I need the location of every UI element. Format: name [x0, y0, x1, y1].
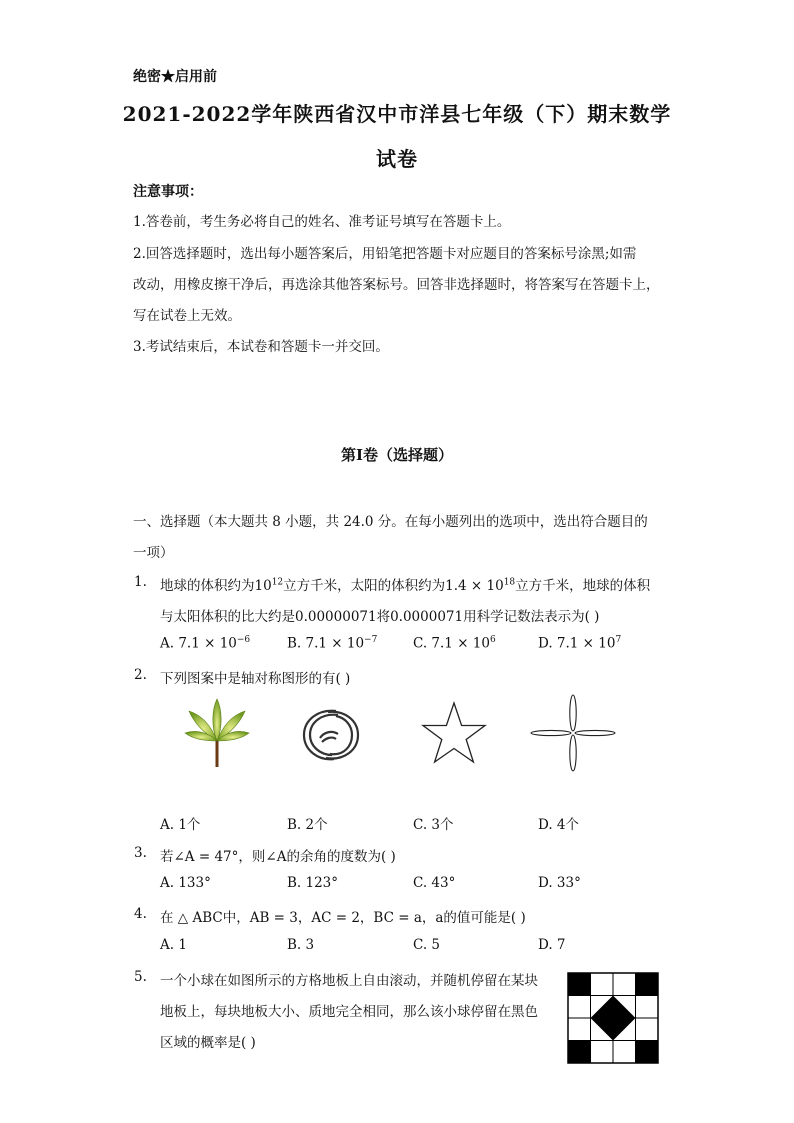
part1-heading-line1: 一、选择题（本大题共 8 小题，共 24.0 分。在每小题列出的选项中，选出符合题目的: [133, 514, 648, 530]
q2-option-b[interactable]: B. 2个: [287, 817, 328, 833]
swirl-figure: [300, 706, 362, 764]
propeller-figure: [530, 694, 616, 772]
q2-number: 2.: [134, 667, 147, 683]
q1-option-d[interactable]: D. $7.1 \times 10^7$: [538, 635, 622, 652]
section-title: 第I卷（选择题）: [340, 446, 454, 464]
confidential-label: 绝密★启用前: [133, 69, 217, 85]
exam-title-line1: 2021-2022学年陕西省汉中市洋县七年级（下）期末数学: [122, 102, 672, 126]
q2-option-d[interactable]: D. 4个: [538, 817, 580, 833]
q3-text: 若∠A = 47°，则∠A的余角的度数为( ): [160, 849, 396, 865]
q2-text: 下列图案中是轴对称图形的有( ): [160, 671, 351, 687]
q3-option-a[interactable]: A. 133°: [160, 875, 211, 891]
part1-heading-line2: 一项）: [133, 545, 174, 561]
q4-option-a[interactable]: A. 1: [160, 937, 187, 953]
q5-line3: 区域的概率是( ): [160, 1035, 256, 1051]
q4-option-b[interactable]: B. 3: [287, 937, 315, 953]
leaf-figure: [183, 697, 251, 769]
notice-item-1: 1.答卷前，考生务必将自己的姓名、准考证号填写在答题卡上。: [133, 214, 511, 230]
q3-option-c[interactable]: C. 43°: [413, 875, 456, 891]
notice-item-2c: 写在试卷上无效。: [133, 308, 241, 324]
exam-title-line2: 试卷: [376, 147, 418, 171]
notice-item-2a: 2.回答选择题时，选出每小题答案后，用铅笔把答题卡对应题目的答案标号涂黑;如需: [133, 246, 637, 262]
q1-option-b[interactable]: B. $7.1 \times 10^{-7}$: [287, 635, 378, 652]
notice-item-3: 3.考试结束后，本试卷和答题卡一并交回。: [133, 339, 389, 355]
q1-line2: 与太阳体积的比大约是0.00000071将0.0000071用科学记数法表示为( ): [160, 609, 600, 625]
q3-option-b[interactable]: B. 123°: [287, 875, 339, 891]
notice-item-2b: 改动，用橡皮擦干净后，再选涂其他答案标号。回答非选择题时，将答案写在答题卡上，: [133, 277, 660, 293]
q2-option-a[interactable]: A. 1个: [160, 817, 201, 833]
q2-option-c[interactable]: C. 3个: [413, 817, 454, 833]
q4-number: 4.: [134, 906, 147, 922]
q5-line1: 一个小球在如图所示的方格地板上自由滚动，并随机停留在某块: [160, 973, 538, 989]
q1-option-c[interactable]: C. $7.1 \times 10^6$: [413, 635, 496, 652]
q1-option-a[interactable]: A. $7.1 \times 10^{-6}$: [160, 635, 251, 652]
tile-grid-figure: [567, 972, 659, 1064]
q5-number: 5.: [134, 969, 147, 985]
notice-heading: 注意事项：: [133, 184, 203, 200]
q3-number: 3.: [134, 845, 147, 861]
q3-option-d[interactable]: D. 33°: [538, 875, 581, 891]
q4-option-d[interactable]: D. 7: [538, 937, 566, 953]
q1-line1: 地球的体积约为$10^{12}$立方千米，太阳的体积约为$1.4 \times 10^{18}$立方千米，地球的体积: [160, 577, 651, 594]
q5-line2: 地板上，每块地板大小、质地完全相同，那么该小球停留在黑色: [160, 1004, 538, 1020]
q4-option-c[interactable]: C. 5: [413, 937, 441, 953]
star-figure: [420, 700, 488, 766]
q4-text: 在 △ ABC中，AB = 3，AC = 2，BC = a，a的值可能是( ): [160, 910, 526, 926]
q1-number: 1.: [134, 574, 147, 590]
